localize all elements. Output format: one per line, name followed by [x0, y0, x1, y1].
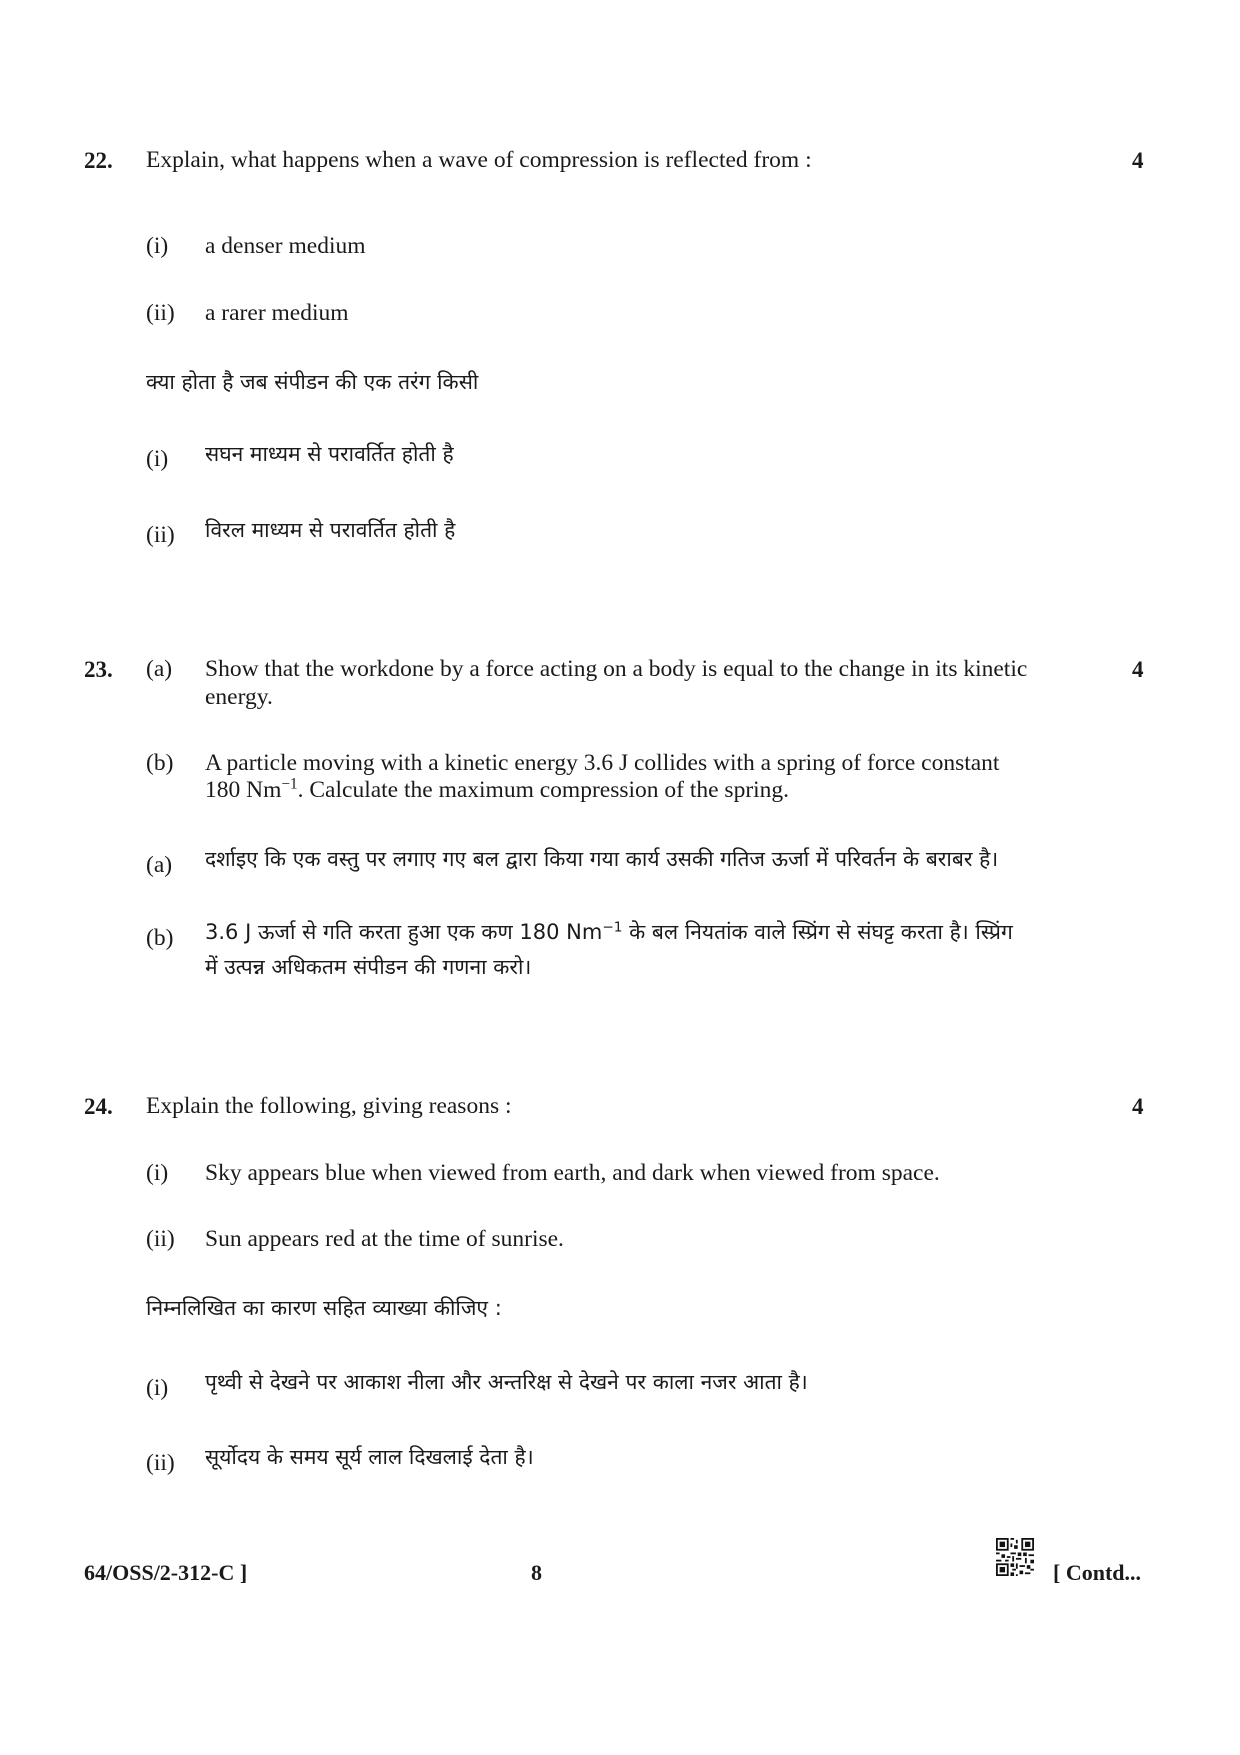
paper-code: 64/OSS/2-312-C ] — [84, 1560, 248, 1585]
q23-a-line2: energy. — [205, 684, 273, 710]
q23-marks: 4 — [1132, 657, 1144, 682]
q22-item-text: a denser medium — [205, 233, 366, 259]
q23-a-label: (a) — [146, 656, 173, 682]
q22-number: 22. — [84, 148, 113, 173]
q22-item-label: (i) — [146, 233, 169, 259]
q24-hindi-stem: निम्नलिखित का कारण सहित व्याख्या कीजिए : — [146, 1296, 502, 1320]
qr-code-icon — [996, 1538, 1034, 1576]
q22-marks: 4 — [1132, 148, 1144, 173]
q23-hindi-b-label: (b) — [146, 925, 174, 951]
q24-item-label: (i) — [146, 1160, 169, 1186]
q22-item-label: (ii) — [146, 300, 175, 326]
q23-hindi-b-line1: 3.6 J ऊर्जा से गति करता हुआ एक कण 180 $Nm^{-1}$ के बल नियतांक वाले स्प्रिंग से संघट्ट करता है। स्प्रिंग — [205, 919, 1013, 944]
q23-hindi-b-line2: में उत्पन्न अधिकतम संपीडन की गणना करो। — [205, 955, 532, 979]
q23-a-line1: Show that the workdone by a force acting on a body is equal to the change in its kinetic — [205, 656, 1028, 682]
q23-b-label: (b) — [146, 750, 174, 776]
q24-item-text: Sky appears blue when viewed from earth, and dark when viewed from space. — [205, 1160, 940, 1186]
q24-hindi-item-text: पृथ्वी से देखने पर आकाश नीला और अन्तरिक्ष से देखने पर काला नजर आता है। — [205, 1370, 808, 1394]
q22-hindi-item-text: विरल माध्यम से परावर्तित होती है — [205, 518, 456, 542]
q24-text: Explain the following, giving reasons : — [146, 1093, 512, 1119]
q24-number: 24. — [84, 1094, 113, 1119]
q22-item-text: a rarer medium — [205, 300, 349, 326]
q23-b-line2: 180 $Nm^{-1}$. Calculate the maximum compression of the spring. — [205, 775, 790, 803]
q23-b-line1: A particle moving with a kinetic energy 3.6 J collides with a spring of force constant — [205, 750, 1000, 776]
q22-hindi-stem: क्या होता है जब संपीडन की एक तरंग किसी — [146, 370, 479, 394]
q24-item-text: Sun appears red at the time of sunrise. — [205, 1226, 564, 1252]
q23-hindi-a-text: दर्शाइए कि एक वस्तु पर लगाए गए बल द्वारा किया गया कार्य उसकी गतिज ऊर्जा में परिवर्तन के बराबर है। — [205, 847, 999, 871]
q22-hindi-item-label: (ii) — [146, 522, 175, 548]
q24-marks: 4 — [1132, 1094, 1144, 1119]
continued-label: [ Contd... — [1053, 1560, 1142, 1585]
q23-number: 23. — [84, 657, 113, 682]
q24-hindi-item-text: सूर्योदय के समय सूर्य लाल दिखलाई देता है। — [205, 1445, 534, 1469]
q24-hindi-item-label: (i) — [146, 1375, 169, 1401]
q24-hindi-item-label: (ii) — [146, 1450, 175, 1476]
q22-text: Explain, what happens when a wave of compression is reflected from : — [146, 147, 812, 173]
page-number: 8 — [531, 1560, 542, 1585]
q24-item-label: (ii) — [146, 1226, 175, 1252]
q22-hindi-item-text: सघन माध्यम से परावर्तित होती है — [205, 442, 454, 466]
q22-hindi-item-label: (i) — [146, 446, 169, 472]
q23-hindi-a-label: (a) — [146, 852, 173, 878]
